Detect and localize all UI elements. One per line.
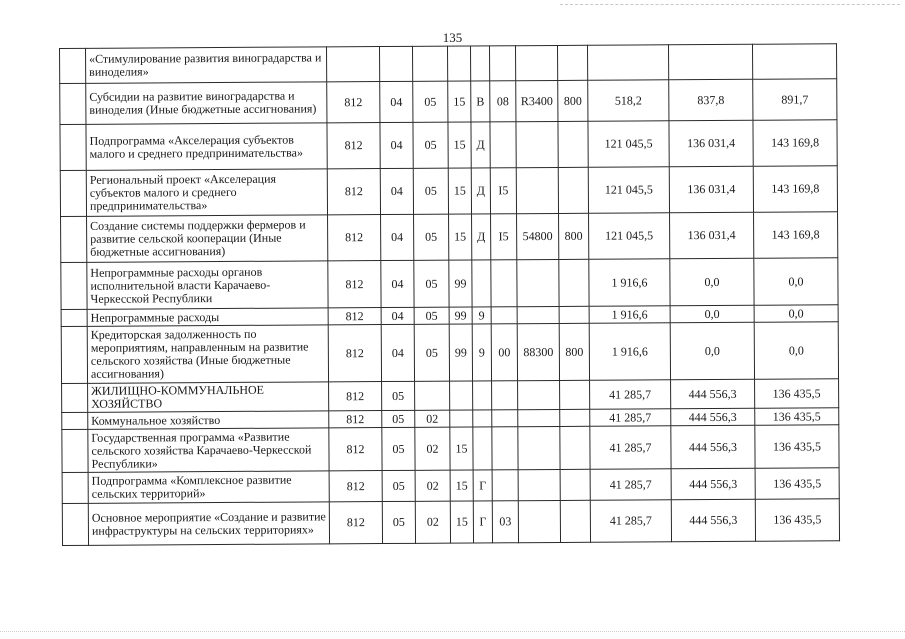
target-code-program-cell: 99 [449, 307, 472, 324]
table-row [60, 166, 837, 217]
amount-year2-cell: 136 031,4 [669, 166, 753, 213]
target-code-direction-cell [516, 121, 558, 167]
target-code-program-cell: 15 [450, 427, 473, 470]
scan-edge-top [560, 4, 900, 5]
amount-year1-cell: 1 916,6 [589, 323, 670, 380]
target-code-program-cell: 99 [449, 324, 472, 381]
subsection-cell: 05 [414, 324, 449, 381]
expense-type-cell [560, 469, 590, 500]
ved-cell: 812 [328, 261, 381, 308]
target-code-program-cell: 15 [450, 501, 473, 543]
ved-cell: 812 [329, 411, 382, 428]
amount-year3-cell: 143 169,8 [754, 212, 838, 259]
name-cell: Подпрограмма «Комплексное развитие сельских территорий» [88, 471, 329, 503]
ved-cell: 812 [329, 471, 382, 502]
table-row [62, 425, 839, 473]
target-code-event-cell: I5 [491, 214, 517, 260]
target-code-event-cell [492, 470, 518, 501]
section-cell: 04 [381, 214, 414, 260]
name-cell: Региональный проект «Акселерация субъектов малого и среднего предпринимательства» [86, 169, 327, 216]
amount-year3-cell: 891,7 [753, 79, 837, 121]
name-cell: Непрограммные расходы [87, 308, 328, 326]
name-cell: Кредиторская задолженность по мероприятиям, направленным на развитие сельского хозяйства (Иные бюджетные ассигнования) [87, 325, 328, 383]
amount-year3-cell: 143 169,8 [753, 120, 837, 167]
table-row [61, 212, 838, 263]
scan-edge-bottom [0, 631, 905, 632]
name-cell: Государственная программа «Развитие сельского хозяйства Карачаево-Черкесской Республики» [88, 428, 329, 472]
amount-year1-cell: 41 285,7 [590, 380, 671, 409]
subsection-cell: 05 [413, 81, 448, 122]
amount-year1-cell: 518,2 [588, 80, 669, 121]
ved-cell: 812 [328, 325, 381, 382]
expense-type-cell: 800 [558, 80, 588, 121]
target-code-program-cell [450, 410, 473, 427]
ved-cell: 812 [329, 502, 382, 544]
subsection-cell: 02 [415, 427, 450, 470]
row-number-cell [60, 48, 86, 83]
section-cell: 04 [381, 260, 414, 307]
ved-cell [326, 47, 379, 82]
target-code-direction-cell [518, 500, 560, 542]
section-cell: 04 [380, 168, 413, 214]
ved-cell: 812 [327, 82, 380, 123]
amount-year3-cell: 136 435,5 [755, 425, 839, 469]
target-code-subprogram-cell [473, 427, 492, 470]
subsection-cell: 02 [415, 410, 450, 427]
target-code-subprogram-cell: Г [473, 501, 492, 543]
section-cell: 04 [381, 307, 414, 324]
section-cell: 05 [382, 470, 415, 501]
subsection-cell: 02 [415, 470, 450, 501]
table-row [62, 379, 839, 413]
subsection-cell: 05 [414, 214, 449, 260]
row-number-cell [62, 472, 88, 503]
subsection-cell: 05 [414, 260, 449, 307]
target-code-subprogram-cell [473, 381, 492, 410]
target-code-subprogram-cell [472, 260, 491, 307]
target-code-event-cell: I5 [490, 168, 516, 214]
target-code-event-cell [491, 307, 517, 324]
name-cell: «Стимулирование развития виноградарства и виноделия» [86, 47, 327, 83]
page-number: 135 [442, 30, 463, 45]
target-code-direction-cell [518, 380, 560, 409]
expense-type-cell: 800 [559, 213, 589, 259]
amount-year2-cell: 444 556,3 [671, 425, 755, 469]
table-row [60, 79, 837, 125]
target-code-direction-cell [517, 306, 559, 323]
section-cell: 04 [381, 324, 414, 381]
target-code-direction-cell: 88300 [517, 323, 559, 380]
subsection-cell [415, 381, 450, 410]
target-code-event-cell: 03 [492, 501, 518, 543]
table-body [60, 44, 840, 546]
table-row [60, 120, 837, 171]
subsection-cell: 05 [413, 168, 448, 214]
amount-year1-cell: 1 916,6 [589, 306, 670, 323]
ved-cell: 812 [329, 382, 382, 411]
target-code-program-cell: 99 [449, 260, 472, 307]
target-code-event-cell: 08 [490, 81, 516, 122]
section-cell: 05 [382, 427, 415, 470]
target-code-event-cell [492, 427, 518, 470]
amount-year2-cell: 0,0 [670, 322, 754, 380]
row-number-cell [61, 326, 87, 383]
target-code-event-cell [492, 410, 518, 427]
target-code-direction-cell: 54800 [517, 213, 559, 259]
target-code-subprogram-cell: Д [471, 122, 490, 168]
target-code-event-cell [492, 381, 518, 410]
amount-year3-cell: 0,0 [754, 305, 838, 323]
amount-year2-cell: 444 556,3 [671, 499, 755, 542]
target-code-program-cell: 15 [448, 81, 471, 122]
amount-year2-cell: 837,8 [669, 79, 753, 121]
ved-cell: 812 [329, 428, 382, 471]
target-code-direction-cell: R3400 [516, 80, 558, 121]
target-code-subprogram-cell [470, 46, 489, 81]
amount-year3-cell: 0,0 [754, 258, 838, 306]
target-code-program-cell: 15 [448, 168, 471, 214]
expense-type-cell [560, 380, 590, 409]
row-number-cell [62, 429, 88, 472]
ved-cell: 812 [327, 169, 380, 215]
table-row [62, 468, 839, 504]
row-number-cell [62, 503, 88, 545]
row-number-cell [60, 83, 86, 124]
expense-type-cell [558, 121, 588, 167]
target-code-program-cell [450, 381, 473, 410]
row-number-cell [60, 124, 86, 170]
ved-cell: 812 [328, 215, 381, 261]
subsection-cell: 05 [414, 307, 449, 324]
ved-cell: 812 [327, 123, 380, 169]
amount-year3-cell: 136 435,5 [755, 408, 839, 426]
amount-year1-cell: 1 916,6 [589, 259, 670, 306]
row-number-cell [61, 216, 87, 262]
amount-year3-cell: 143 169,8 [753, 166, 837, 213]
target-code-direction-cell [515, 45, 557, 80]
amount-year3-cell: 136 435,5 [755, 468, 839, 500]
section-cell [379, 46, 412, 81]
amount-year2-cell: 0,0 [670, 258, 754, 306]
row-number-cell [61, 309, 87, 326]
expense-type-cell [557, 45, 587, 80]
amount-year3-cell: 136 435,5 [755, 499, 839, 542]
row-number-cell [61, 262, 87, 309]
target-code-direction-cell [517, 259, 559, 306]
target-code-direction-cell [518, 469, 560, 500]
target-code-event-cell [491, 260, 517, 307]
amount-year3-cell: 0,0 [754, 322, 838, 380]
subsection-cell [412, 46, 447, 81]
target-code-event-cell [490, 122, 516, 168]
name-cell: Непрограммные расходы органов исполнительной власти Карачаево-Черкесской Республики [87, 261, 328, 309]
table-row [60, 44, 837, 84]
target-code-program-cell: 15 [450, 470, 473, 501]
target-code-program-cell: 15 [448, 122, 471, 168]
amount-year1-cell: 41 285,7 [590, 469, 671, 500]
target-code-program-cell: 15 [449, 214, 472, 260]
amount-year1-cell: 41 285,7 [590, 426, 671, 469]
name-cell: ЖИЛИЩНО-КОММУНАЛЬНОЕ ХОЗЯЙСТВО [88, 382, 329, 412]
target-code-direction-cell [516, 167, 558, 213]
amount-year2-cell: 136 031,4 [669, 120, 753, 167]
expense-type-cell [560, 500, 590, 542]
amount-year1-cell: 41 285,7 [590, 500, 671, 542]
section-cell: 04 [380, 81, 413, 122]
amount-year2-cell [668, 44, 752, 80]
target-code-event-cell [489, 46, 515, 81]
amount-year2-cell: 0,0 [670, 305, 754, 323]
name-cell: Подпрограмма «Акселерация субъектов малого и среднего предпринимательства» [86, 123, 327, 170]
section-cell: 04 [380, 122, 413, 168]
target-code-program-cell [447, 46, 470, 81]
target-code-event-cell: 00 [491, 324, 517, 381]
target-code-subprogram-cell: Г [473, 470, 492, 501]
target-code-subprogram-cell: Д [472, 214, 491, 260]
row-number-cell [60, 170, 86, 216]
expense-type-cell: 800 [559, 323, 589, 380]
target-code-direction-cell [518, 426, 560, 469]
subsection-cell: 02 [415, 501, 450, 543]
amount-year3-cell [752, 44, 836, 80]
amount-year1-cell: 41 285,7 [590, 409, 671, 426]
section-cell: 05 [382, 501, 415, 543]
name-cell: Создание системы поддержки фермеров и развитие сельской кооперации (Иные бюджетные ассигнования) [87, 215, 328, 262]
amount-year2-cell: 444 556,3 [671, 379, 755, 409]
name-cell: Коммунальное хозяйство [88, 411, 329, 429]
name-cell: Основное мероприятие «Создание и развитие инфраструктуры на сельских территориях» [88, 502, 329, 545]
section-cell: 05 [382, 381, 415, 410]
target-code-subprogram-cell: В [471, 81, 490, 122]
table-row [61, 322, 838, 384]
budget-table [59, 43, 840, 546]
row-number-cell [62, 383, 88, 412]
target-code-subprogram-cell: Д [471, 168, 490, 214]
row-number-cell [62, 412, 88, 429]
amount-year2-cell: 444 556,3 [671, 408, 755, 426]
subsection-cell: 05 [413, 122, 448, 168]
amount-year1-cell: 121 045,5 [588, 121, 669, 167]
name-cell: Субсидии на развитие виноградарства и виноделия (Иные бюджетные ассигнования) [86, 82, 327, 124]
expense-type-cell [559, 306, 589, 323]
expense-type-cell [560, 426, 590, 469]
table-row [62, 499, 839, 546]
ved-cell: 812 [328, 308, 381, 325]
amount-year2-cell: 444 556,3 [671, 468, 755, 500]
target-code-direction-cell [518, 409, 560, 426]
amount-year1-cell: 121 045,5 [588, 167, 669, 213]
amount-year1-cell [587, 45, 668, 80]
target-code-subprogram-cell: 9 [472, 324, 491, 381]
target-code-subprogram-cell: 9 [472, 307, 491, 324]
section-cell: 05 [382, 410, 415, 427]
table-row [61, 258, 838, 310]
expense-type-cell [560, 409, 590, 426]
amount-year1-cell: 121 045,5 [589, 213, 670, 259]
expense-type-cell [558, 167, 588, 213]
amount-year3-cell: 136 435,5 [755, 379, 839, 409]
expense-type-cell [559, 259, 589, 306]
target-code-subprogram-cell [473, 410, 492, 427]
amount-year2-cell: 136 031,4 [670, 212, 754, 259]
